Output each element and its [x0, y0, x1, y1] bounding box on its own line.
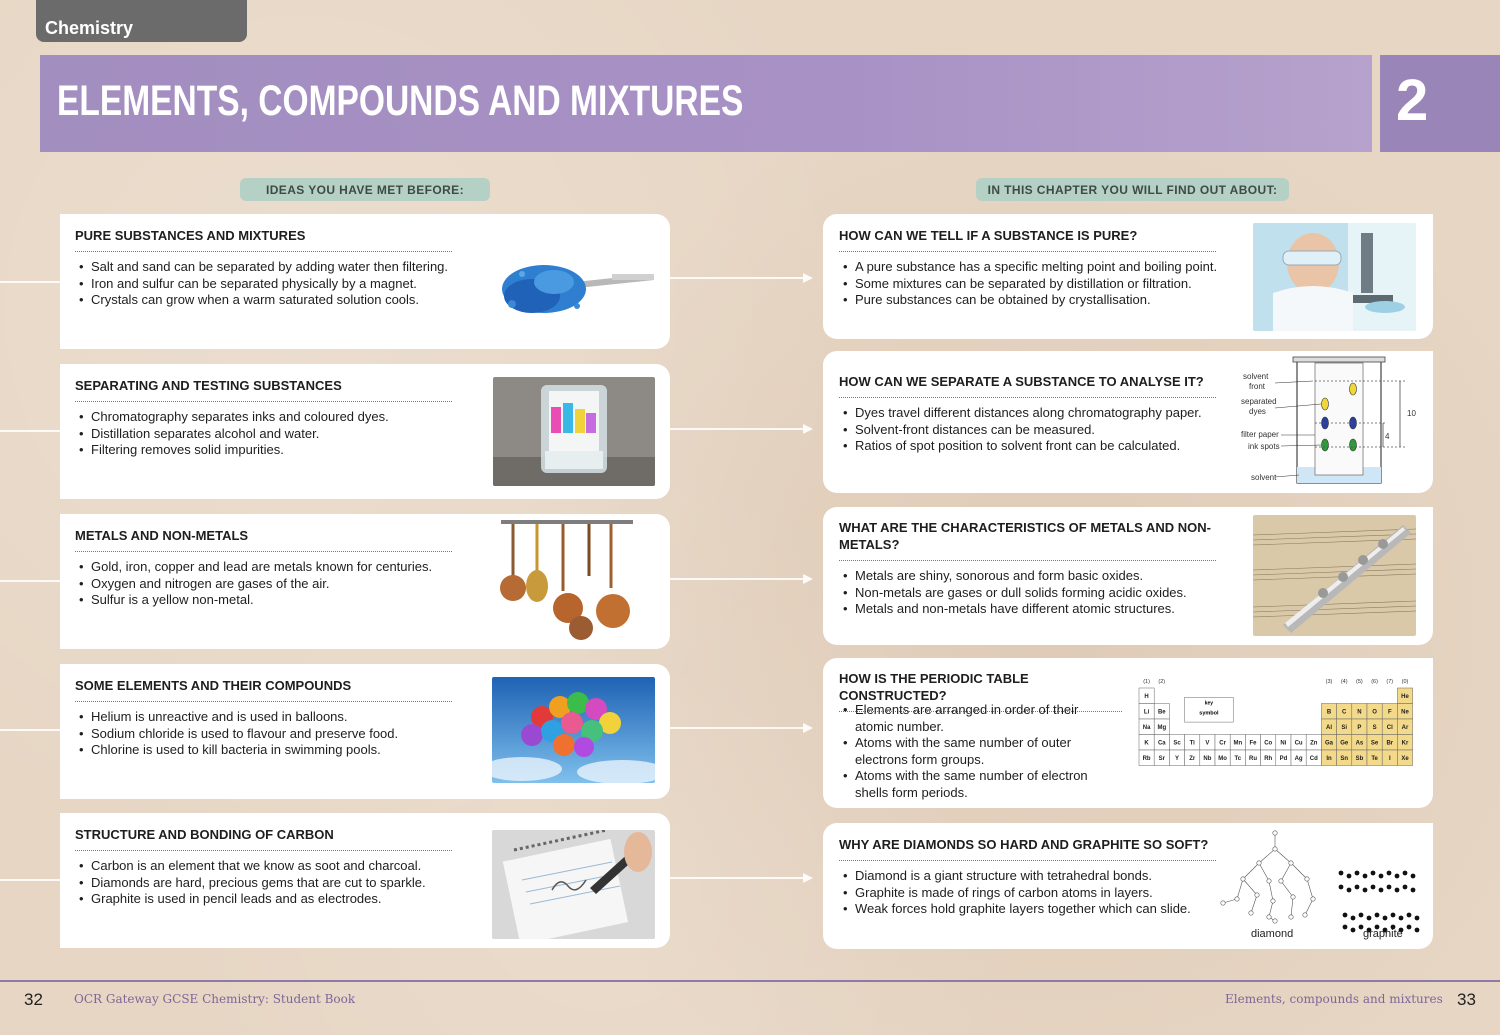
graphite-atom	[1379, 888, 1384, 893]
arrow-head-icon	[803, 273, 813, 283]
bullet-list	[839, 568, 1234, 618]
group-heading: (1)	[1143, 679, 1150, 685]
element-symbol: Co	[1264, 740, 1273, 747]
label-ink-spots: ink spots	[1248, 442, 1280, 451]
bullet-list	[839, 868, 1234, 918]
element-symbol: B	[1326, 709, 1332, 716]
element-symbol: Al	[1326, 725, 1332, 731]
list-item: • Helium is unreactive and is used in balloons.	[75, 709, 470, 726]
graphite-atom	[1355, 885, 1360, 890]
graphite-atom	[1371, 885, 1376, 890]
label-filter-paper: filter paper	[1241, 430, 1279, 439]
element-symbol: Si	[1341, 725, 1348, 731]
element-symbol: Pd	[1279, 756, 1288, 762]
list-item: • Distillation separates alcohol and water.	[75, 426, 470, 443]
card-heading: HOW CAN WE TELL IF A SUBSTANCE IS PURE?	[839, 227, 1216, 252]
graphite-atom	[1391, 913, 1396, 918]
connector-arrow	[670, 277, 805, 279]
graphite-atom	[1395, 874, 1400, 879]
element-symbol: P	[1357, 725, 1362, 731]
graphite-atom	[1351, 916, 1356, 921]
graphite-atom	[1403, 885, 1408, 890]
diamond-label: diamond	[1251, 928, 1294, 940]
graphite-atom	[1367, 916, 1372, 921]
connector-line	[0, 580, 60, 582]
element-symbol: Zn	[1310, 740, 1318, 747]
element-symbol: C	[1342, 709, 1347, 716]
element-symbol: Zr	[1189, 756, 1196, 762]
element-symbol: Sc	[1173, 740, 1181, 747]
bullet-list	[839, 259, 1234, 309]
card-heading: WHY ARE DIAMONDS SO HARD AND GRAPHITE SO SOFT?	[839, 836, 1216, 861]
connector-line	[0, 879, 60, 881]
arrow-head-icon	[803, 424, 813, 434]
element-symbol: H	[1144, 694, 1149, 700]
measure-10: 10	[1407, 409, 1416, 418]
element-symbol: Ga	[1324, 740, 1334, 747]
element-symbol: V	[1205, 740, 1210, 747]
list-item: • Oxygen and nitrogen are gases of the air.	[75, 576, 470, 593]
connector-arrow	[670, 727, 805, 729]
periodic-table-diagram	[1135, 674, 1427, 786]
group-heading: (6)	[1371, 679, 1378, 685]
arrow-head-icon	[803, 574, 813, 584]
card-heading: SOME ELEMENTS AND THEIR COMPOUNDS	[75, 677, 452, 702]
card-separate-analyse	[823, 351, 1433, 493]
graphite-atom	[1347, 888, 1352, 893]
element-symbol: Ca	[1157, 740, 1166, 747]
list-item: • Elements are arranged in order of their atomic number.	[839, 702, 1119, 735]
connector-arrow	[670, 877, 805, 879]
subject-tab: Chemistry	[36, 0, 247, 42]
carbon-structures-diagram	[1213, 829, 1423, 943]
element-symbol: Li	[1143, 709, 1150, 716]
element-symbol: O	[1372, 709, 1377, 716]
bullet-list	[75, 709, 470, 759]
graphite-atom	[1359, 913, 1364, 918]
label-dyes: dyes	[1249, 407, 1266, 416]
element-symbol: Mg	[1157, 725, 1167, 731]
graphite-atom	[1407, 913, 1412, 918]
card-heading: SEPARATING AND TESTING SUBSTANCES	[75, 377, 452, 402]
list-item: • Atoms with the same number of electron shells form periods.	[839, 768, 1119, 801]
element-symbol: Rh	[1264, 756, 1273, 762]
card-heading: METALS AND NON-METALS	[75, 527, 452, 552]
balloons-image	[492, 677, 655, 783]
element-symbol: Rb	[1142, 756, 1151, 762]
element-symbol: Xe	[1401, 756, 1409, 762]
list-item: • Sulfur is a yellow non-metal.	[75, 592, 470, 609]
element-symbol: S	[1372, 725, 1377, 731]
graphite-atom	[1411, 874, 1416, 879]
element-symbol: Sn	[1340, 756, 1349, 762]
list-item: • Some mixtures can be separated by distillation or filtration.	[839, 276, 1234, 293]
chapter-title: ELEMENTS, COMPOUNDS AND MIXTURES	[57, 77, 744, 125]
element-symbol: Ag	[1294, 756, 1303, 762]
graphite-atom	[1371, 871, 1376, 876]
bullet-list	[75, 858, 470, 908]
element-symbol: Y	[1174, 756, 1180, 762]
footer-divider	[0, 980, 1500, 982]
graphite-atom	[1343, 925, 1348, 930]
key-symbol: symbol	[1199, 710, 1219, 717]
element-symbol: Te	[1371, 756, 1378, 762]
element-symbol: In	[1326, 756, 1332, 762]
element-symbol: Tc	[1234, 756, 1242, 762]
element-symbol: Cu	[1294, 740, 1303, 747]
card-pure-substances	[60, 214, 670, 349]
element-symbol: Mo	[1218, 756, 1227, 762]
list-item: • Carbon is an element that we know as soot and charcoal.	[75, 858, 470, 875]
list-item: • Diamonds are hard, precious gems that are cut to sparkle.	[75, 875, 470, 892]
element-symbol: Cd	[1309, 756, 1318, 762]
list-item: • Pure substances can be obtained by crystallisation.	[839, 292, 1234, 309]
chapter-number: 2	[1396, 68, 1429, 133]
list-item: • Non-metals are gases or dull solids forming acidic oxides.	[839, 585, 1234, 602]
list-item: • Solvent-front distances can be measured.	[839, 422, 1234, 439]
label-solvent-bottom: solvent	[1251, 473, 1277, 482]
graphite-atom	[1343, 913, 1348, 918]
bullet-list	[75, 259, 470, 309]
card-heading: WHAT ARE THE CHARACTERISTICS OF METALS AND NON-METALS?	[839, 519, 1216, 561]
element-symbol: K	[1144, 740, 1149, 747]
graphite-atom	[1339, 871, 1344, 876]
card-periodic-table	[823, 658, 1433, 808]
graphite-label: graphite	[1363, 928, 1403, 940]
element-symbol: Sr	[1158, 756, 1165, 762]
list-item: • Graphite is made of rings of carbon atoms in layers.	[839, 885, 1234, 902]
element-symbol: Ar	[1401, 725, 1409, 731]
bullet-list	[839, 405, 1234, 455]
element-symbol: Na	[1142, 725, 1151, 731]
connector-line	[0, 281, 60, 283]
graphite-atom	[1403, 871, 1408, 876]
list-item: • Chlorine is used to kill bacteria in swimming pools.	[75, 742, 470, 759]
graphite-atom	[1395, 888, 1400, 893]
title-banner	[40, 55, 1372, 152]
element-symbol: Cl	[1386, 725, 1393, 731]
group-heading: (7)	[1386, 679, 1394, 685]
graphite-atom	[1411, 888, 1416, 893]
element-symbol: As	[1355, 740, 1364, 747]
group-heading: (0)	[1401, 679, 1409, 685]
connector-line	[0, 430, 60, 432]
list-item: • Dyes travel different distances along chromatography paper.	[839, 405, 1234, 422]
card-carbon-bonding	[60, 813, 670, 948]
chapter-number-box	[1380, 55, 1500, 152]
find-out-about-label: IN THIS CHAPTER YOU WILL FIND OUT ABOUT:	[976, 178, 1289, 201]
scientist-microscope-image	[1253, 223, 1416, 331]
element-symbol: Ru	[1249, 756, 1257, 762]
connector-arrow	[670, 428, 805, 430]
element-symbol: Nb	[1203, 756, 1212, 762]
flute-sheet-music-image	[1253, 515, 1416, 636]
list-item: • Filtering removes solid impurities.	[75, 442, 470, 459]
blue-crystals-image	[492, 244, 662, 336]
list-item: • Crystals can grow when a warm saturated solution cools.	[75, 292, 470, 309]
list-item: • Graphite is used in pencil leads and as electrodes.	[75, 891, 470, 908]
graphite-atom	[1363, 888, 1368, 893]
element-symbol: Ge	[1340, 740, 1349, 747]
card-substance-pure	[823, 214, 1433, 339]
chapter-title-footer: Elements, compounds and mixtures	[1225, 992, 1443, 1006]
element-symbol: Be	[1157, 709, 1166, 716]
element-symbol: Ti	[1189, 740, 1195, 747]
ideas-met-before-label: IDEAS YOU HAVE MET BEFORE:	[240, 178, 490, 201]
chromatography-beaker-image	[493, 377, 655, 486]
chromatography-diagram	[1235, 355, 1431, 487]
list-item: • Metals are shiny, sonorous and form basic oxides.	[839, 568, 1234, 585]
element-symbol: Se	[1370, 740, 1379, 747]
element-symbol: N	[1357, 709, 1362, 716]
pencil-notepad-image	[492, 830, 655, 939]
arrow-head-icon	[803, 873, 813, 883]
label-front: front	[1249, 382, 1266, 391]
list-item: • Salt and sand can be separated by adding water then filtering.	[75, 259, 470, 276]
element-symbol: I	[1388, 756, 1391, 762]
graphite-atom	[1347, 874, 1352, 879]
graphite-atom	[1415, 928, 1420, 933]
card-metals-characteristics	[823, 507, 1433, 645]
graphite-atom	[1351, 928, 1356, 933]
graphite-atom	[1387, 871, 1392, 876]
arrow-head-icon	[803, 723, 813, 733]
key-title: key	[1204, 700, 1214, 707]
copper-pans-image	[493, 516, 643, 644]
card-heading: HOW CAN WE SEPARATE A SUBSTANCE TO ANALYSE IT?	[839, 373, 1216, 398]
list-item: • Sodium chloride is used to flavour and preserve food.	[75, 726, 470, 743]
label-solvent: solvent	[1243, 372, 1269, 381]
graphite-atom	[1339, 885, 1344, 890]
card-metals-nonmetals	[60, 514, 670, 649]
element-symbol: Fe	[1249, 740, 1257, 747]
label-separated: separated	[1241, 397, 1277, 406]
right-page-number: 33	[1457, 990, 1476, 1009]
connector-line	[0, 729, 60, 731]
group-heading: (3)	[1325, 679, 1333, 685]
graphite-atom	[1383, 916, 1388, 921]
element-symbol: Mn	[1233, 740, 1243, 747]
bullet-list	[75, 409, 470, 459]
measure-4: 4	[1385, 432, 1390, 441]
element-symbol: Kr	[1401, 740, 1409, 747]
element-symbol: Sb	[1355, 756, 1364, 762]
card-elements-compounds	[60, 664, 670, 799]
graphite-atom	[1379, 874, 1384, 879]
card-heading: STRUCTURE AND BONDING OF CARBON	[75, 826, 452, 851]
card-separating-testing	[60, 364, 670, 499]
element-symbol: F	[1387, 709, 1392, 716]
list-item: • Ratios of spot position to solvent front can be calculated.	[839, 438, 1234, 455]
group-heading: (4)	[1340, 679, 1348, 685]
list-item: • Iron and sulfur can be separated physically by a magnet.	[75, 276, 470, 293]
list-item: • A pure substance has a specific melting point and boiling point.	[839, 259, 1234, 276]
element-symbol: Ni	[1280, 740, 1287, 747]
graphite-atom	[1375, 913, 1380, 918]
card-heading: HOW IS THE PERIODIC TABLE CONSTRUCTED?	[839, 670, 1122, 712]
element-symbol: Br	[1386, 740, 1394, 747]
element-symbol: He	[1401, 694, 1409, 700]
graphite-atom	[1363, 874, 1368, 879]
element-symbol: Ne	[1401, 709, 1409, 716]
bullet-list	[75, 559, 470, 609]
list-item: • Atoms with the same number of outer electrons form groups.	[839, 735, 1119, 768]
connector-arrow	[670, 578, 805, 580]
graphite-atom	[1387, 885, 1392, 890]
left-page-number: 32	[24, 990, 43, 1009]
card-heading: PURE SUBSTANCES AND MIXTURES	[75, 227, 452, 252]
card-diamond-graphite	[823, 823, 1433, 949]
list-item: • Metals and non-metals have different atomic structures.	[839, 601, 1234, 618]
group-heading: (2)	[1158, 679, 1166, 685]
group-heading: (5)	[1356, 679, 1363, 685]
list-item: • Chromatography separates inks and coloured dyes.	[75, 409, 470, 426]
bullet-list	[839, 702, 1119, 802]
list-item: • Diamond is a giant structure with tetrahedral bonds.	[839, 868, 1234, 885]
graphite-atom	[1407, 925, 1412, 930]
graphite-atom	[1355, 871, 1360, 876]
element-symbol: Cr	[1219, 740, 1226, 747]
list-item: • Weak forces hold graphite layers together which can slide.	[839, 901, 1234, 918]
book-title-footer: OCR Gateway GCSE Chemistry: Student Book	[74, 992, 356, 1006]
list-item: • Gold, iron, copper and lead are metals known for centuries.	[75, 559, 470, 576]
graphite-atom	[1415, 916, 1420, 921]
graphite-atom	[1399, 916, 1404, 921]
